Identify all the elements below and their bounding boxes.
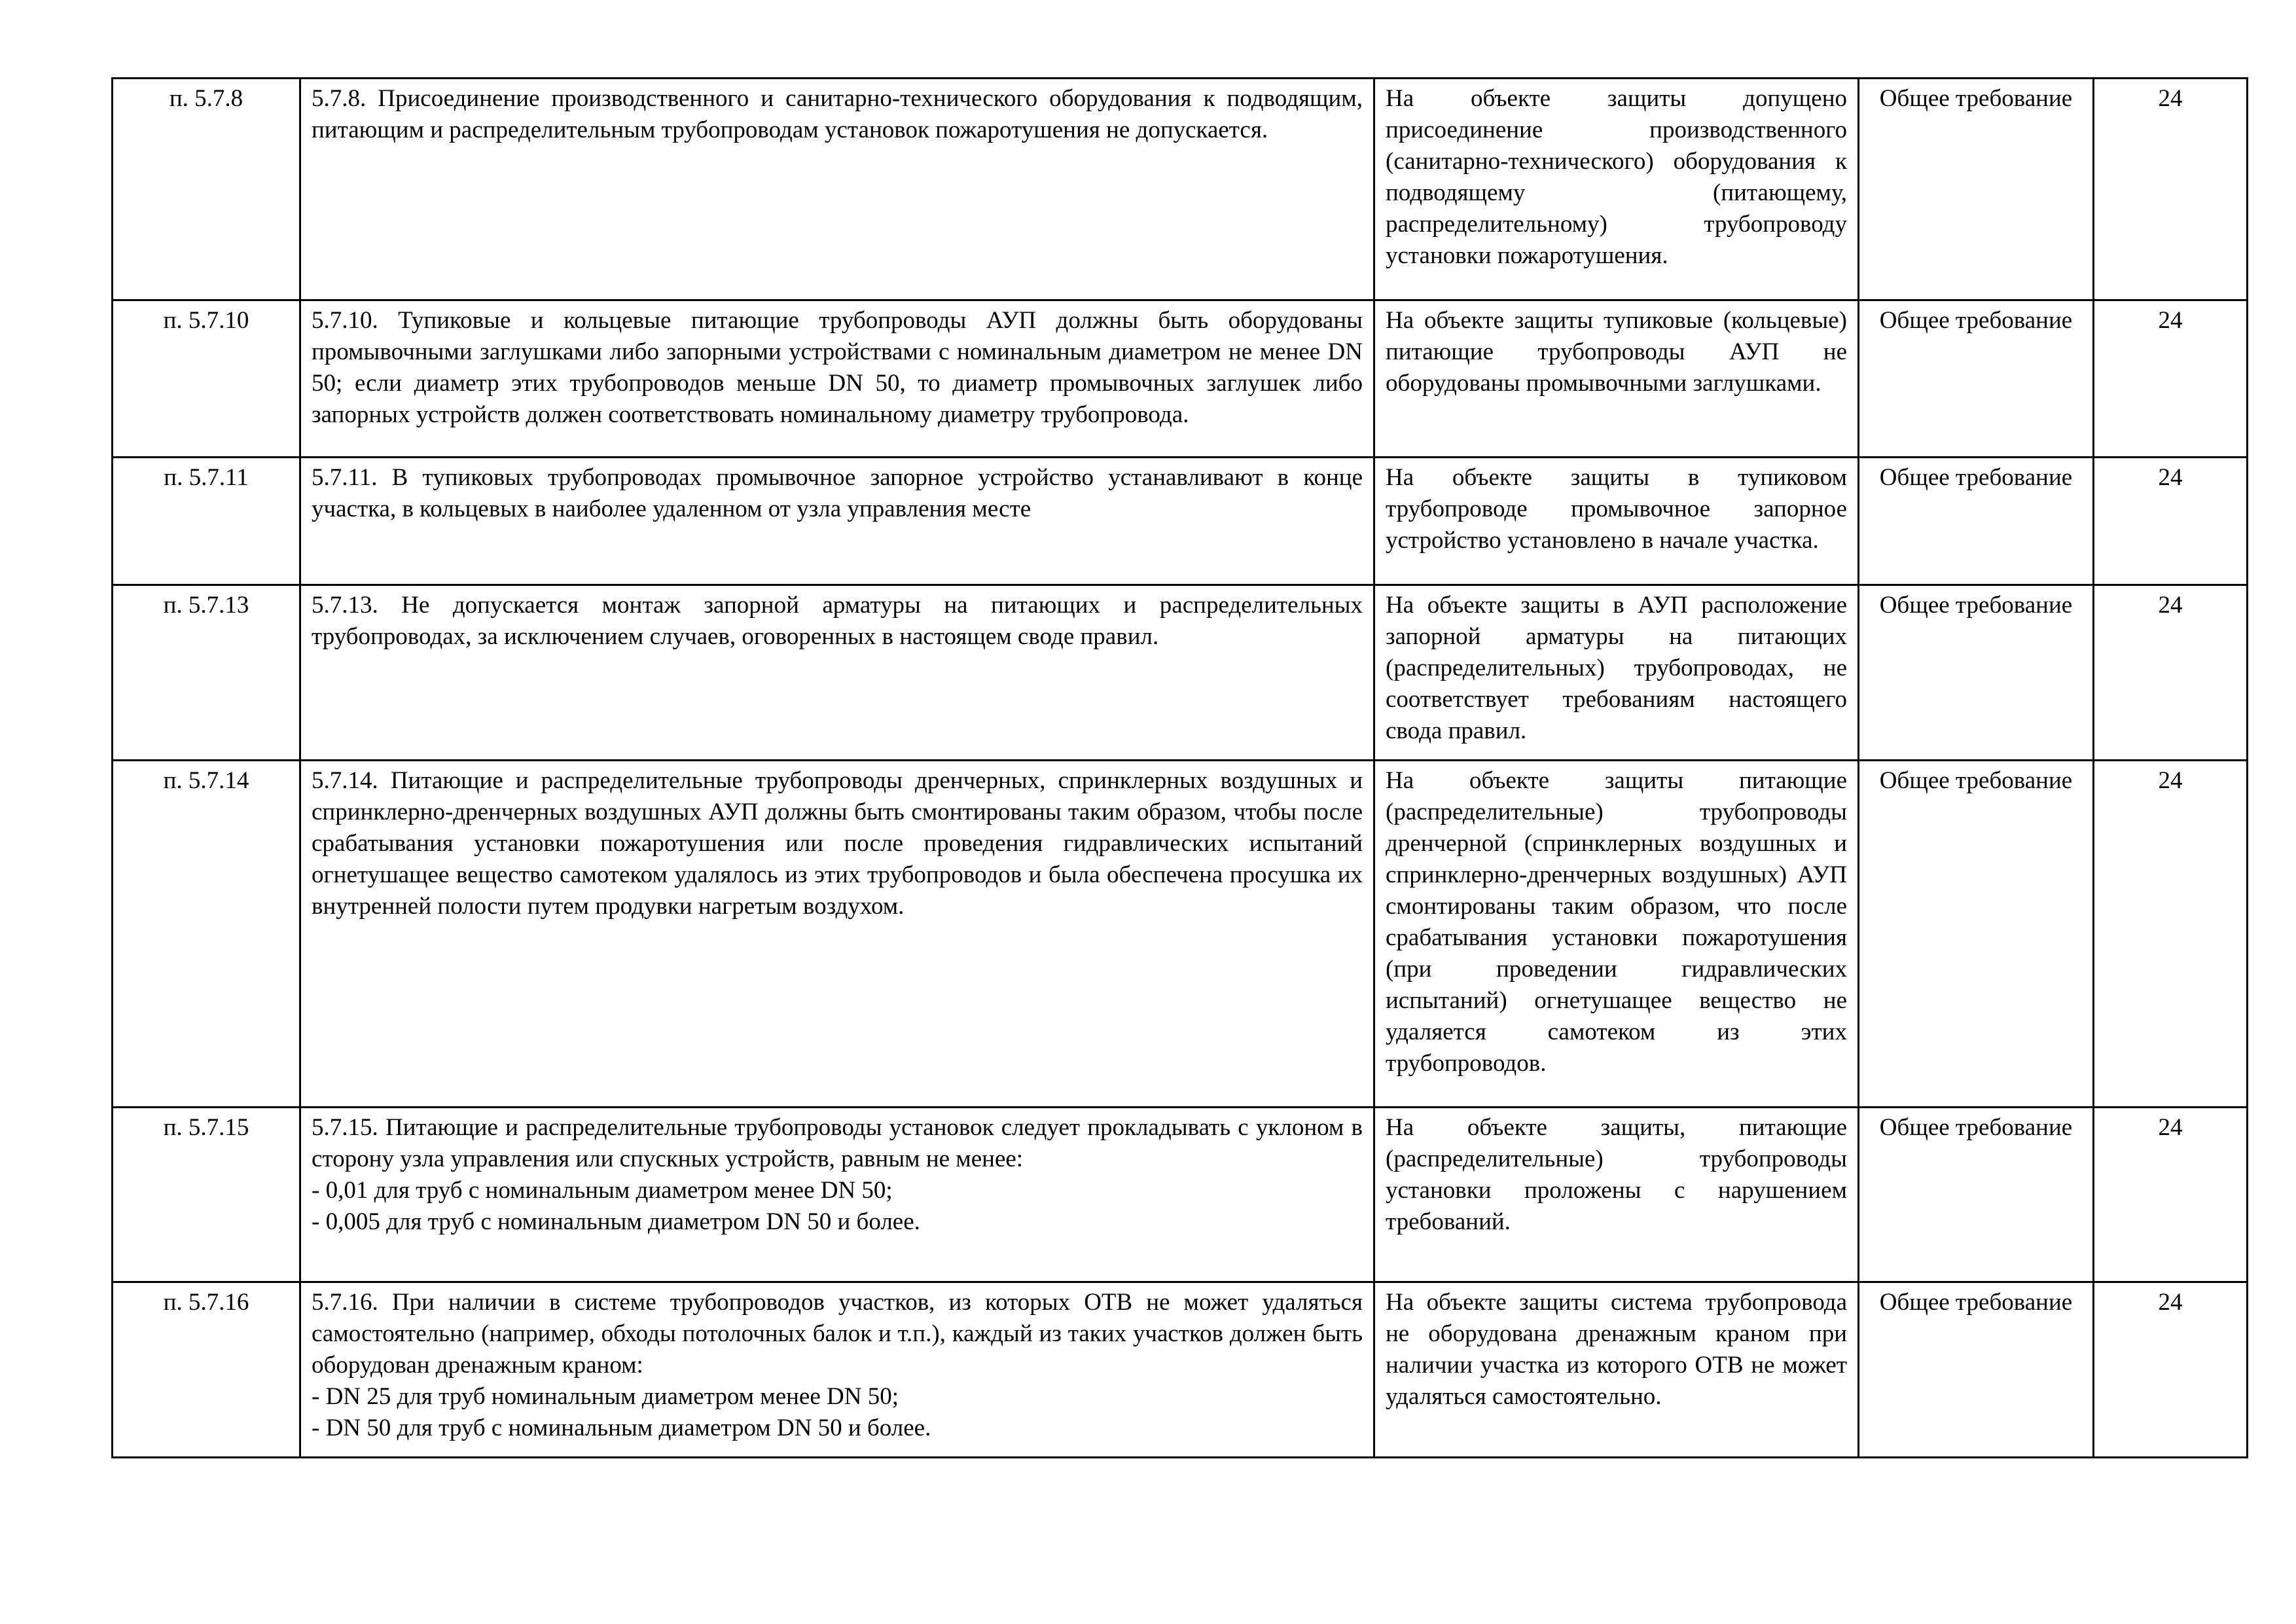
requirement-list-item: - 0,01 для труб с номинальным диаметром менее DN 50; [312,1177,893,1204]
number-cell: 24 [2094,585,2248,761]
requirement-text-cell [300,79,1374,300]
requirement-text-cell [300,1282,1374,1458]
clause-ref-cell: п. 5.7.16 [113,1282,300,1458]
number-cell: 24 [2094,761,2248,1108]
requirement-text-cell [300,458,1374,585]
requirement-paragraph: 5.7.15. Питающие и распределительные трубопроводы установок следует прокладывать с уклоном в сторону узла управления или спускных устройств, равным не менее: [312,1114,1363,1172]
category-cell: Общее требование [1859,585,2094,761]
violation-description-cell: На объекте защиты система трубопровода не оборудована дренажным краном при наличии участка из которого ОТВ не может удаляться самостоятельно. [1374,1282,1859,1458]
violation-description-cell: На объекте защиты в АУП расположение запорной арматуры на питающих (распределительных) трубопроводах, не соответствует требованиям настоящего свода правил. [1374,585,1859,761]
category-cell: Общее требование [1859,761,2094,1108]
violation-description-cell: На объекте защиты в тупиковом трубопроводе промывочное запорное устройство установлено в начале участка. [1374,458,1859,585]
requirements-table [111,77,2248,1458]
table-row [113,1282,2248,1458]
clause-ref-cell: п. 5.7.14 [113,761,300,1108]
requirement-paragraph: 5.7.11. В тупиковых трубопроводах промывочное запорное устройство устанавливают в конце участка, в кольцевых в наиболее удаленном от узла управления месте [312,464,1363,522]
requirement-text-cell [300,585,1374,761]
clause-ref-cell: п. 5.7.13 [113,585,300,761]
requirement-paragraph: 5.7.13. Не допускается монтаж запорной арматуры на питающих и распределительных трубопроводах, за исключением случаев, оговоренных в настоящем своде правил. [312,592,1363,650]
clause-ref-cell: п. 5.7.11 [113,458,300,585]
requirement-paragraph: 5.7.8. Присоединение производственного и санитарно-технического оборудования к подводящим, питающим и распределительным трубопроводам установок пожаротушения не допускается. [312,85,1363,143]
number-cell: 24 [2094,1108,2248,1282]
table-row [113,761,2248,1108]
category-cell: Общее требование [1859,79,2094,300]
requirement-list-item: - 0,005 для труб с номинальным диаметром DN 50 и более. [312,1208,920,1235]
table-row [113,300,2248,458]
table-row [113,1108,2248,1282]
requirement-list-item: - DN 50 для труб с номинальным диаметром DN 50 и более. [312,1415,931,1441]
violation-description-cell: На объекте защиты допущено присоединение производственного (санитарно-технического) оборудования к подводящему (питающему, распределительному) трубопроводу установки пожаротушения. [1374,79,1859,300]
number-cell: 24 [2094,1282,2248,1458]
violation-description-cell: На объекте защиты тупиковые (кольцевые) питающие трубопроводы АУП не оборудованы промывочными заглушками. [1374,300,1859,458]
table-row [113,585,2248,761]
category-cell: Общее требование [1859,1108,2094,1282]
number-cell: 24 [2094,79,2248,300]
category-cell: Общее требование [1859,458,2094,585]
requirement-paragraph: 5.7.10. Тупиковые и кольцевые питающие трубопроводы АУП должны быть оборудованы промывочными заглушками либо запорными устройствами с номинальным диаметром не менее DN 50; если диаметр этих трубопроводов меньше DN 50, то диаметр промывочных заглушек либо запорных устройств должен соответствовать номинальному диаметру трубопровода. [312,307,1363,428]
requirement-text-cell [300,761,1374,1108]
category-cell: Общее требование [1859,1282,2094,1458]
requirement-paragraph: 5.7.16. При наличии в системе трубопроводов участков, из которых ОТВ не может удаляться самостоятельно (например, обходы потолочных балок и т.п.), каждый из таких участков должен быть оборудован дренажным краном: [312,1289,1363,1379]
category-cell: Общее требование [1859,300,2094,458]
requirement-list-item: - DN 25 для труб номинальным диаметром менее DN 50; [312,1383,899,1410]
requirement-text-cell [300,1108,1374,1282]
violation-description-cell: На объекте защиты, питающие (распределительные) трубопроводы установки проложены с нарушением требований. [1374,1108,1859,1282]
clause-ref-cell: п. 5.7.15 [113,1108,300,1282]
requirement-text-cell [300,300,1374,458]
clause-ref-cell: п. 5.7.8 [113,79,300,300]
table-row [113,79,2248,300]
requirement-paragraph: 5.7.14. Питающие и распределительные трубопроводы дренчерных, спринклерных воздушных и спринклерно-дренчерных воздушных АУП должны быть смонтированы таким образом, чтобы после срабатывания установки пожаротушения или после проведения гидравлических испытаний огнетушащее вещество самотеком удалялось из этих трубопроводов и была обеспечена просушка их внутренней полости путем продувки нагретым воздухом. [312,767,1363,920]
clause-ref-cell: п. 5.7.10 [113,300,300,458]
number-cell: 24 [2094,458,2248,585]
number-cell: 24 [2094,300,2248,458]
violation-description-cell: На объекте защиты питающие (распределительные) трубопроводы дренчерной (спринклерных воздушных и спринклерно-дренчерных воздушных) АУП смонтированы таким образом, что после срабатывания установки пожаротушения (при проведении гидравлических испытаний) огнетушащее вещество не удаляется самотеком из этих трубопроводов. [1374,761,1859,1108]
table-row [113,458,2248,585]
